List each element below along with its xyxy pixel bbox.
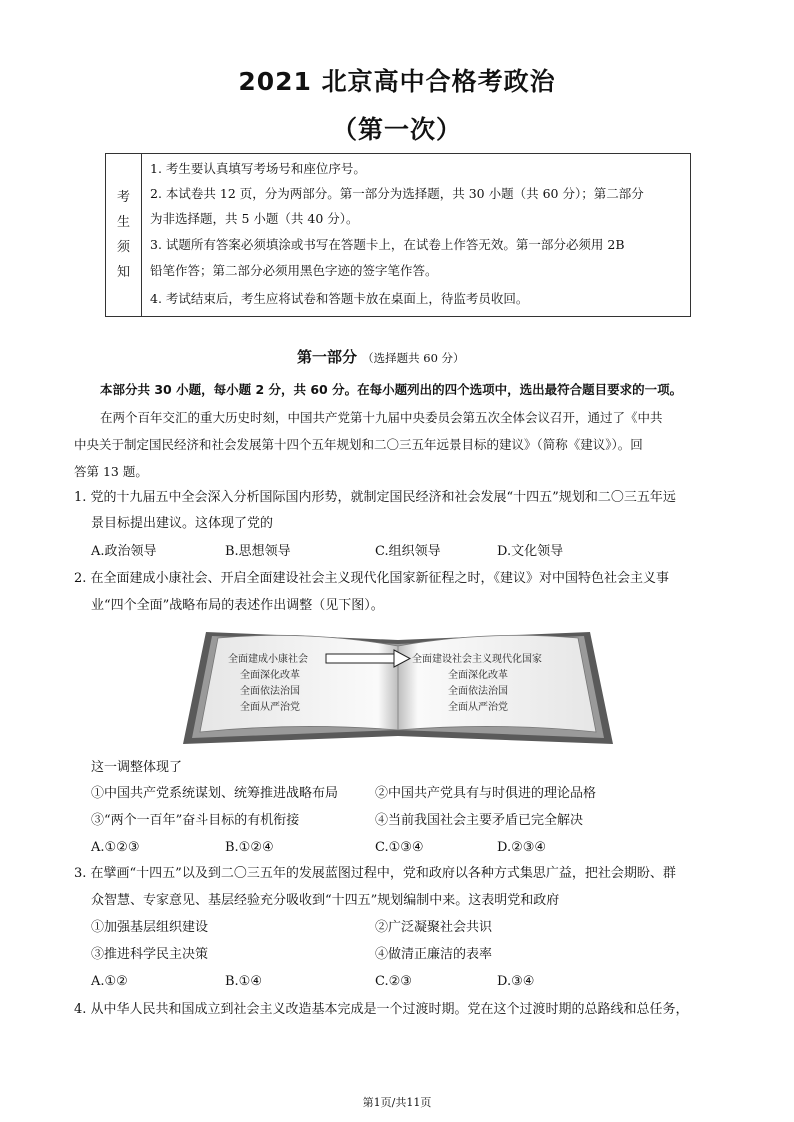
q2-choice: ①中国共产党系统谋划、统筹推进战略布局 — [91, 786, 339, 801]
q2-stem: 2. 在全面建成小康社会、开启全面建设社会主义现代化国家新征程之时，《建议》对中国特色社会主义事 — [74, 571, 670, 586]
page-title: 2021 北京高中合格考政治 — [238, 67, 556, 96]
notice-item: 2. 本试卷共 12 页，分为两部分。第一部分为选择题，共 30 小题（共 60 分）；第二部分 — [150, 186, 644, 201]
q3-option-b: B.①④ — [225, 974, 262, 989]
page-footer: 第1页/共11页 — [362, 1096, 432, 1109]
notice-label — [106, 154, 142, 316]
q3-stem: 众智慧、专家意见、基层经验充分吸收到“十四五”规划编制中来。这表明党和政府 — [91, 893, 560, 908]
q1-option-b: B.思想领导 — [225, 544, 291, 559]
q3-choice: ①加强基层组织建设 — [91, 920, 209, 935]
notice-label-char: 知 — [116, 265, 130, 280]
book-left-line: 全面依法治国 — [240, 686, 300, 697]
q2-stem: 业“四个全面”战略布局的表述作出调整（见下图）。 — [91, 598, 384, 613]
q3-stem: 3. 在擘画“十四五”以及到二〇三五年的发展蓝图过程中，党和政府以各种方式集思广益，把社会期盼、群 — [74, 866, 676, 881]
notice-label-char: 考 — [116, 190, 130, 205]
q3-choice: ④做清正廉洁的表率 — [375, 947, 493, 962]
intro-line: 答第 13 题。 — [74, 464, 148, 479]
book-right-line: 全面深化改革 — [448, 670, 508, 681]
q2-option-d: D.②③④ — [497, 840, 547, 855]
q1-stem: 1. 党的十九届五中全会深入分析国际国内形势，就制定国民经济和社会发展“十四五”规划和二〇三五年远 — [74, 490, 676, 505]
q1-option-c: C.组织领导 — [375, 544, 441, 559]
notice-label-char: 须 — [116, 240, 130, 255]
q1-option-a: A.政治领导 — [91, 544, 157, 559]
q2-option-a: A.①②③ — [91, 840, 140, 855]
q2-choice: ③“两个一百年”奋斗目标的有机衔接 — [91, 813, 300, 828]
part1-heading — [297, 346, 465, 367]
q3-choice: ③推进科学民主决策 — [91, 947, 209, 962]
notice-box — [105, 153, 691, 317]
intro-line: 中央关于制定国民经济和社会发展第十四个五年规划和二〇三五年远景目标的建议》（简称《建议》）。回 — [74, 437, 643, 452]
book-left-line: 全面深化改革 — [240, 670, 300, 681]
intro-line: 在两个百年交汇的重大历史时刻，中国共产党第十九届中央委员会第五次全体会议召开，通过了《中共 — [100, 410, 663, 425]
q2-option-b: B.①②④ — [225, 840, 274, 855]
q2-after: 这一调整体现了 — [91, 760, 183, 775]
notice-item: 4. 考试结束后，考生应将试卷和答题卡放在桌面上，待监考员收回。 — [150, 291, 529, 306]
q2-choice: ②中国共产党具有与时俱进的理论品格 — [375, 786, 597, 801]
notice-item: 3. 试题所有答案必须填涂或书写在答题卡上，在试卷上作答无效。第一部分必须用 2B — [150, 237, 625, 252]
book-right-line: 全面从严治党 — [448, 702, 508, 713]
q3-option-a: A.①② — [91, 974, 128, 989]
q4-stem: 4. 从中华人民共和国成立到社会主义改造基本完成是一个过渡时期。党在这个过渡时期的总路线和总任务， — [74, 1002, 689, 1017]
q2-choice: ④当前我国社会主要矛盾已完全解决 — [375, 813, 584, 828]
notice-item: 为非选择题，共 5 小题（共 40 分）。 — [150, 211, 359, 226]
part1-instruction: 本部分共 30 小题，每小题 2 分，共 60 分。在每小题列出的四个选项中，选出最符合题目要求的一项。 — [100, 382, 683, 397]
q3-choice: ②广泛凝聚社会共识 — [375, 920, 493, 935]
notice-item: 铅笔作答；第二部分必须用黑色字迹的签字笔作答。 — [150, 263, 438, 278]
book-illustration — [178, 626, 618, 750]
q3-option-d: D.③④ — [497, 974, 535, 989]
page-subtitle: （第一次） — [331, 115, 462, 144]
book-left-line: 全面从严治党 — [240, 702, 300, 713]
book-right-line: 全面依法治国 — [448, 686, 508, 697]
part1-heading-note: （选择题共 60 分） — [362, 351, 465, 365]
q3-option-c: C.②③ — [375, 974, 412, 989]
book-right-line: 全面建设社会主义现代化国家 — [412, 654, 542, 665]
notice-label-char: 生 — [116, 215, 130, 230]
q1-stem: 景目标提出建议。这体现了党的 — [91, 516, 274, 531]
book-left-line: 全面建成小康社会 — [228, 654, 308, 665]
q1-option-d: D.文化领导 — [497, 544, 564, 559]
q2-option-c: C.①③④ — [375, 840, 424, 855]
notice-item: 1. 考生要认真填写考场号和座位序号。 — [150, 161, 366, 176]
part1-heading-text: 第一部分 — [297, 348, 358, 366]
